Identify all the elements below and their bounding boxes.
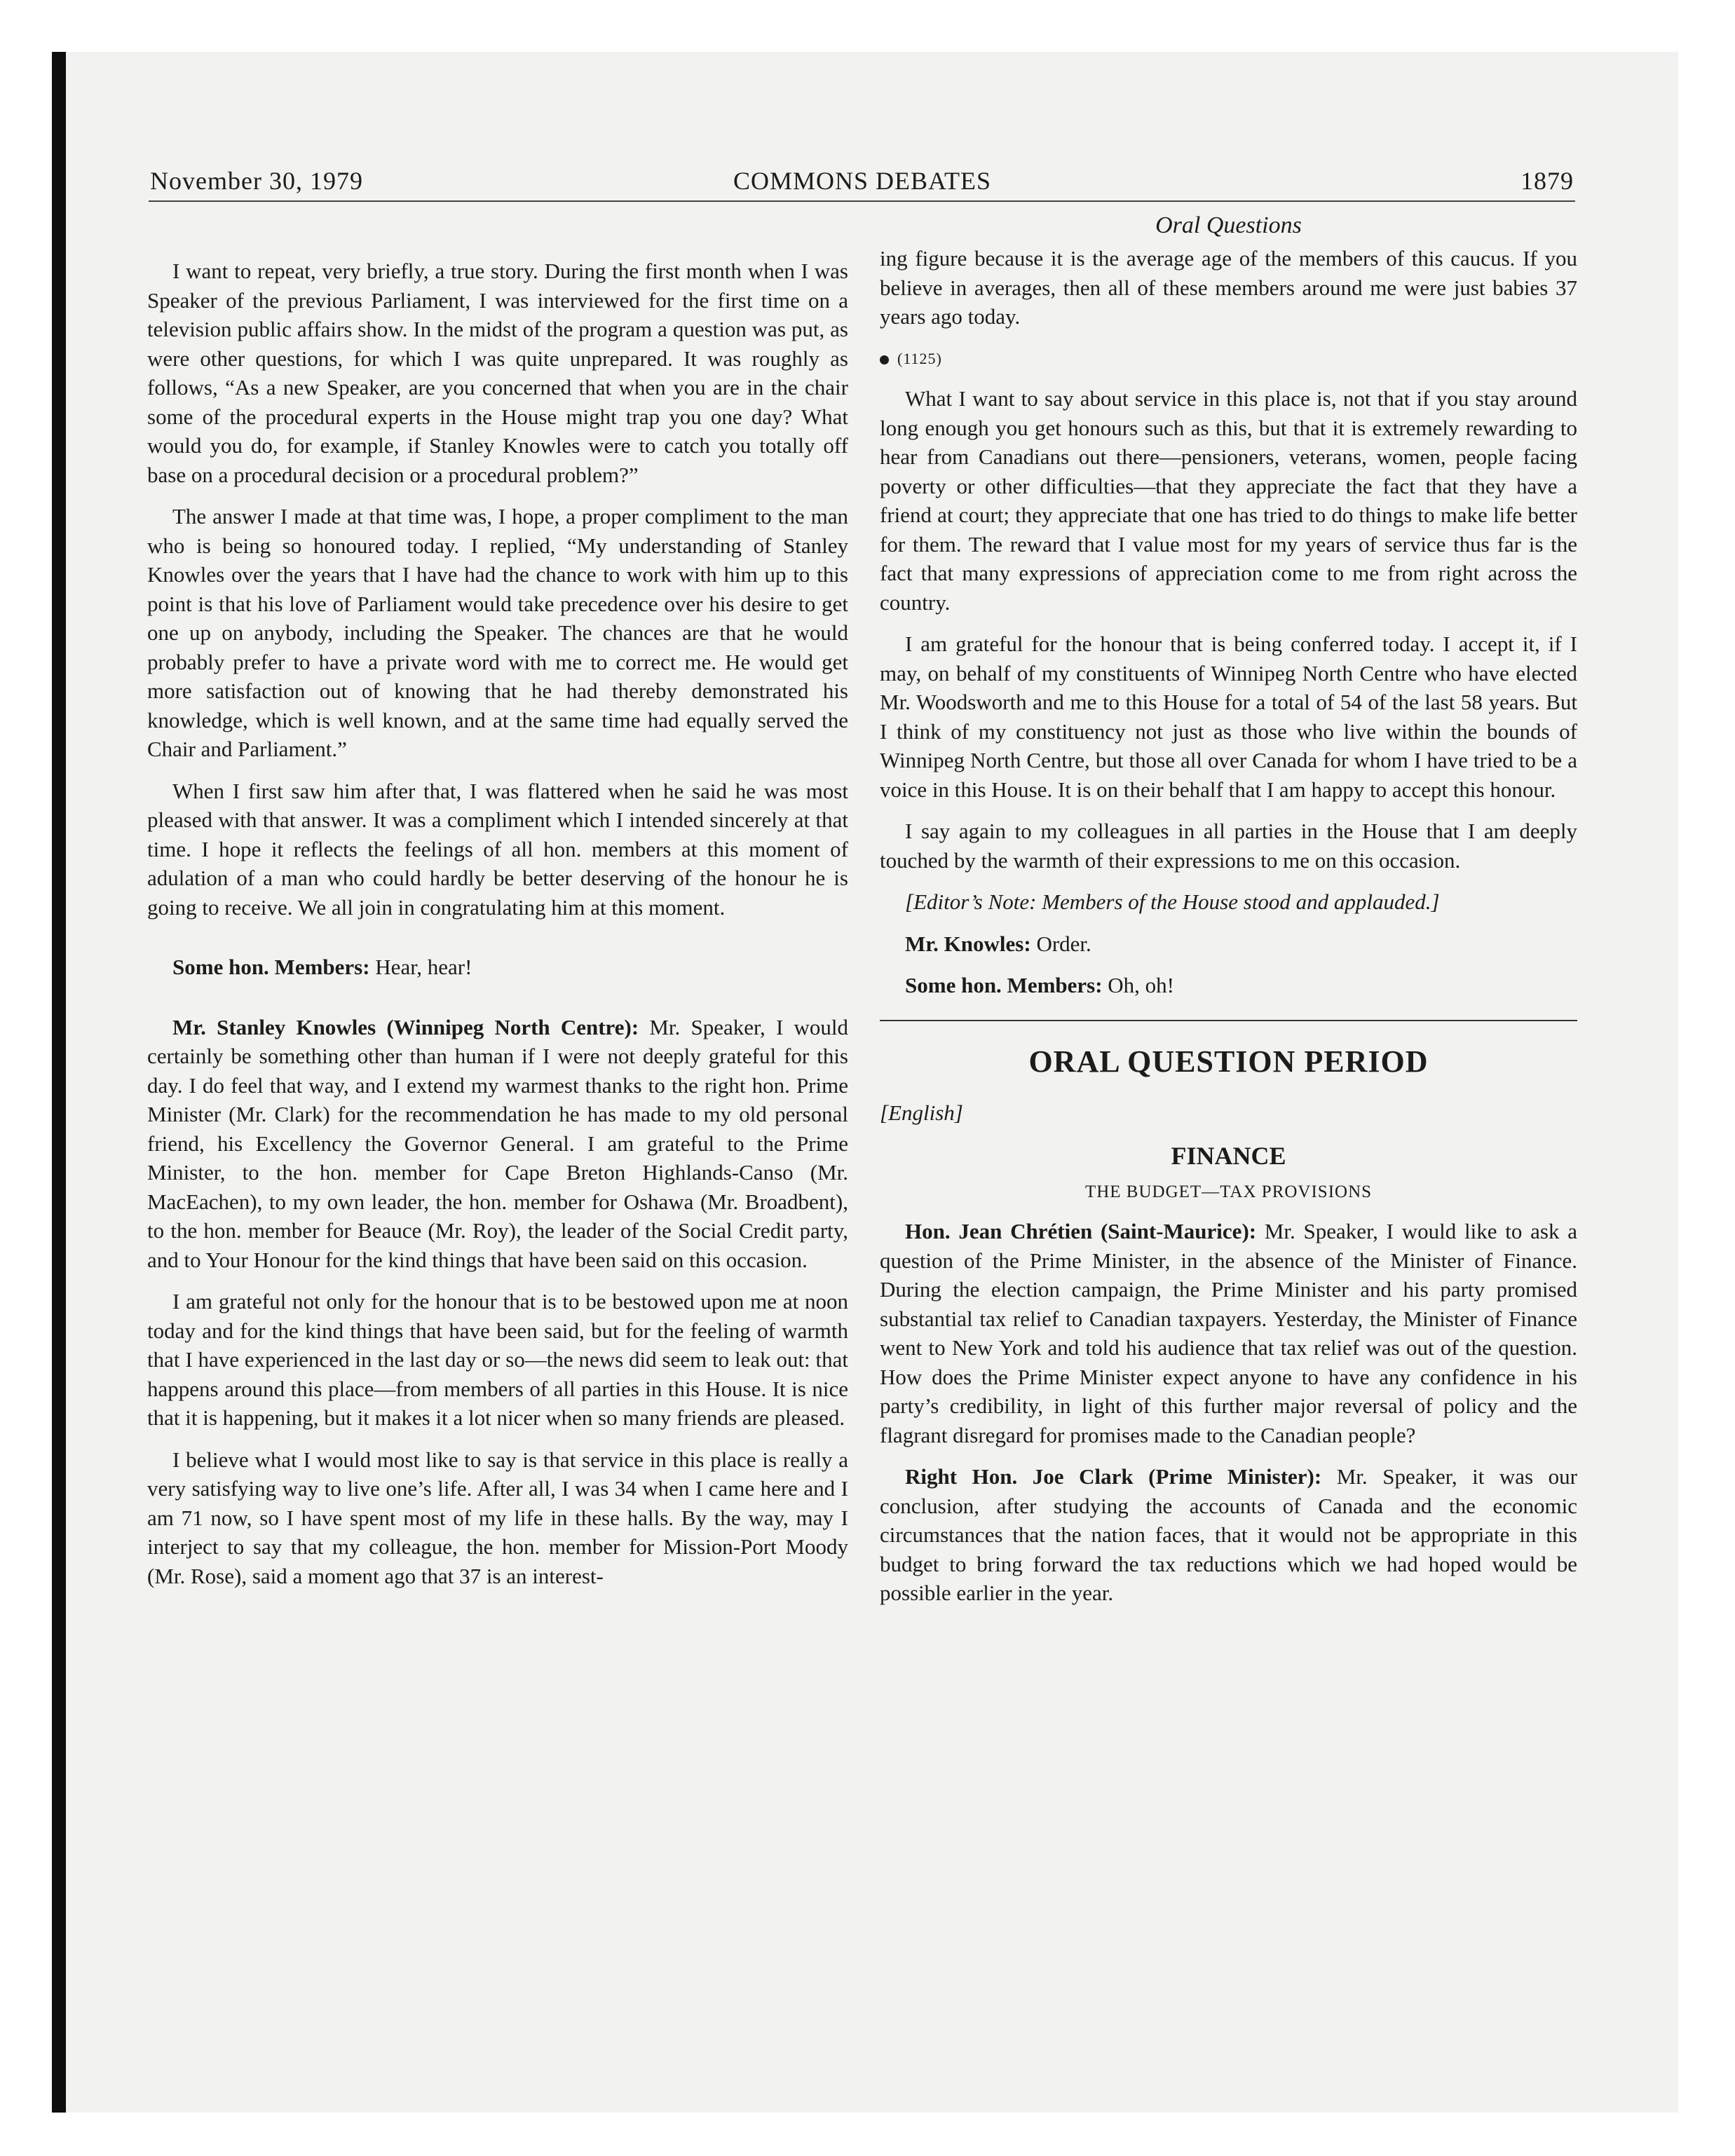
speech-text: Mr. Speaker, I would certainly be something other than human if I were not deeply grateful for this day. I do feel that way, and I extend my warmest thanks to the right hon. Prime Minister (Mr. Clark) for the recommendation he has made to my old personal friend, his Excellency the Governor General. I am grateful to the Prime Minister, to the hon. member for Cape Breton Highlands-Canso (Mr. MacEachen), to my own leader, the hon. member for Oshawa (Mr. Broadbent), to the hon. member for Beauce (Mr. Roy), the leader of the Social Credit party, and to Your Honour for the kind things that have been said on this occasion.: [147, 1014, 848, 1272]
paragraph: I say again to my colleagues in all parties in the House that I am deeply touched by the warmth of their expressions to me on this occasion.: [880, 819, 1577, 873]
column-spacer: [147, 210, 848, 257]
running-head: Oral Questions: [1155, 212, 1302, 238]
speech-text: Mr. Speaker, it was our conclusion, after studying the accounts of Canada and the economic circumstances that the nation faces, that it would not be appropriate in this budget to bring forward the tax reductions which we had hoped would be possible earlier in the year.: [880, 1464, 1577, 1605]
paragraph: ing figure because it is the average age of the members of this caucus. If you believe in averages, then all of these members around me were just babies 37 years ago today.: [880, 246, 1577, 329]
section-title: ORAL QUESTION PERIOD: [1028, 1044, 1429, 1079]
speech-paragraph: [147, 1013, 848, 1275]
header-title: COMMONS DEBATES: [733, 167, 992, 195]
subject-heading: FINANCE: [1171, 1142, 1286, 1170]
speech-paragraph: [880, 1462, 1577, 1608]
spacer: [147, 995, 848, 1013]
speaker-name: Right Hon. Joe Clark (Prime Minister):: [905, 1464, 1322, 1489]
speaker-name: Mr. Stanley Knowles (Winnipeg North Centre):: [172, 1014, 639, 1039]
speech-text: Order.: [1030, 931, 1091, 956]
speech-text: Hear, hear!: [369, 955, 472, 979]
paragraph: I am grateful not only for the honour that is to be bestowed upon me at noon today and for the kind things that have been said, but for the feeling of warmth that I have experienced in the last day or so—the news did seem to leak out: that happens around this place—from members of all parties in this House. It is nice that it is happening, but it makes it a lot nicer when so many friends are pleased.: [147, 1289, 848, 1430]
speech-paragraph: [880, 1217, 1577, 1449]
spacer: [147, 934, 848, 953]
left-column: [147, 210, 848, 1603]
section-divider: [880, 1020, 1577, 1021]
speaker-name: Mr. Knowles:: [905, 931, 1031, 956]
speech-paragraph: [880, 929, 1577, 959]
bullet-icon: [880, 355, 889, 364]
editor-note: [Editor’s Note: Members of the House stood and applauded.]: [905, 889, 1440, 914]
header-date: November 30, 1979: [150, 167, 363, 195]
speaker-name: Some hon. Members:: [172, 955, 370, 979]
speaker-name: Some hon. Members:: [905, 973, 1103, 997]
paragraph: When I first saw him after that, I was flattered when he said he was most pleased with that answer. It was a compliment which I intended sincerely at that time. I hope it reflects the feelings of all hon. members at this moment of adulation of a man who could hardly be better deserving of the honour he is going to receive. We all join in congratulating him at this moment.: [147, 778, 848, 920]
language-tag: [English]: [880, 1100, 963, 1125]
speech-paragraph: [147, 953, 848, 982]
time-marker: [880, 344, 1577, 374]
paragraph: What I want to say about service in this place is, not that if you stay around long enough you get honours such as this, but that it is extremely rewarding to hear from Canadians out there—pensioners, veterans, women, people facing poverty or other difficulties—that they appreciate the fact that they have a friend at court; they appreciate that one has tried to do things to make life better for them. The reward that I value most for my years of service thus far is the fact that many expressions of appreciation come to me from right across the country.: [880, 386, 1577, 615]
time-marker-text: (1125): [897, 349, 942, 367]
paragraph: The answer I made at that time was, I hope, a proper compliment to the man who is being so honoured today. I replied, “My understanding of Stanley Knowles over the years that I have had the chance to work with him up to this point is that his love of Parliament would take precedence over his desire to get one up on anybody, including the Speaker. The chances are that he would probably prefer to have a private word with me to correct me. He would get more satisfaction out of knowing that he had thereby demonstrated his knowledge, which is well known, and at the same time had equally served the Chair and Parliament.”: [147, 504, 848, 761]
paragraph: I want to repeat, very briefly, a true story. During the first month when I was Speaker of the previous Parliament, I was interviewed for the first time on a television public affairs show. In the midst of the program a question was put, as were other questions, for which I was quite unprepared. It was roughly as follows, “As a new Speaker, are you concerned that when you are in the chair some of the procedural experts in the House might trap you one day? What would you do, for example, if Stanley Knowles were to catch you totally off base on a procedural decision or a procedural problem?”: [147, 259, 848, 487]
speaker-name: Hon. Jean Chrétien (Saint-Maurice):: [905, 1219, 1257, 1243]
speech-paragraph: [880, 971, 1577, 1000]
header-rule: [149, 200, 1575, 202]
binding-edge: [52, 52, 66, 2113]
paragraph: I am grateful for the honour that is being conferred today. I accept it, if I may, on behalf of my constituents of Winnipeg North Centre who have elected Mr. Woodsworth and me to this House for a total of 54 of the last 58 years. But I think of my constituency not just as those who live within the bounds of Winnipeg North Centre, but those all over Canada for whom I have tried to be a voice in this House. It is on their behalf that I am happy to accept this honour.: [880, 632, 1577, 802]
speech-text: Mr. Speaker, I would like to ask a question of the Prime Minister, in the absence of the Minister of Finance. During the election campaign, the Prime Minister and his party promised substantial tax relief to Canadian taxpayers. Yesterday, the Minister of Finance went to New York and told his audience that tax relief was out of the question. How does the Prime Minister expect anyone to have any confidence in his party’s credibility, in light of this further major reversal of policy and the flagrant disregard for promises made to the Canadian people?: [880, 1219, 1577, 1447]
paragraph: I believe what I would most like to say is that service in this place is really a very satisfying way to live one’s life. After all, I was 34 when I came here and I am 71 now, so I have spent most of my life in these halls. By the way, may I interject to say that my colleague, the hon. member for Mission-Port Moody (Mr. Rose), said a moment ago that 37 is an interest-: [147, 1447, 848, 1588]
topic-heading: THE BUDGET—TAX PROVISIONS: [1084, 1182, 1373, 1201]
speech-text: Oh, oh!: [1102, 973, 1175, 997]
page-number: 1879: [1520, 167, 1574, 195]
right-column: [880, 210, 1577, 1621]
